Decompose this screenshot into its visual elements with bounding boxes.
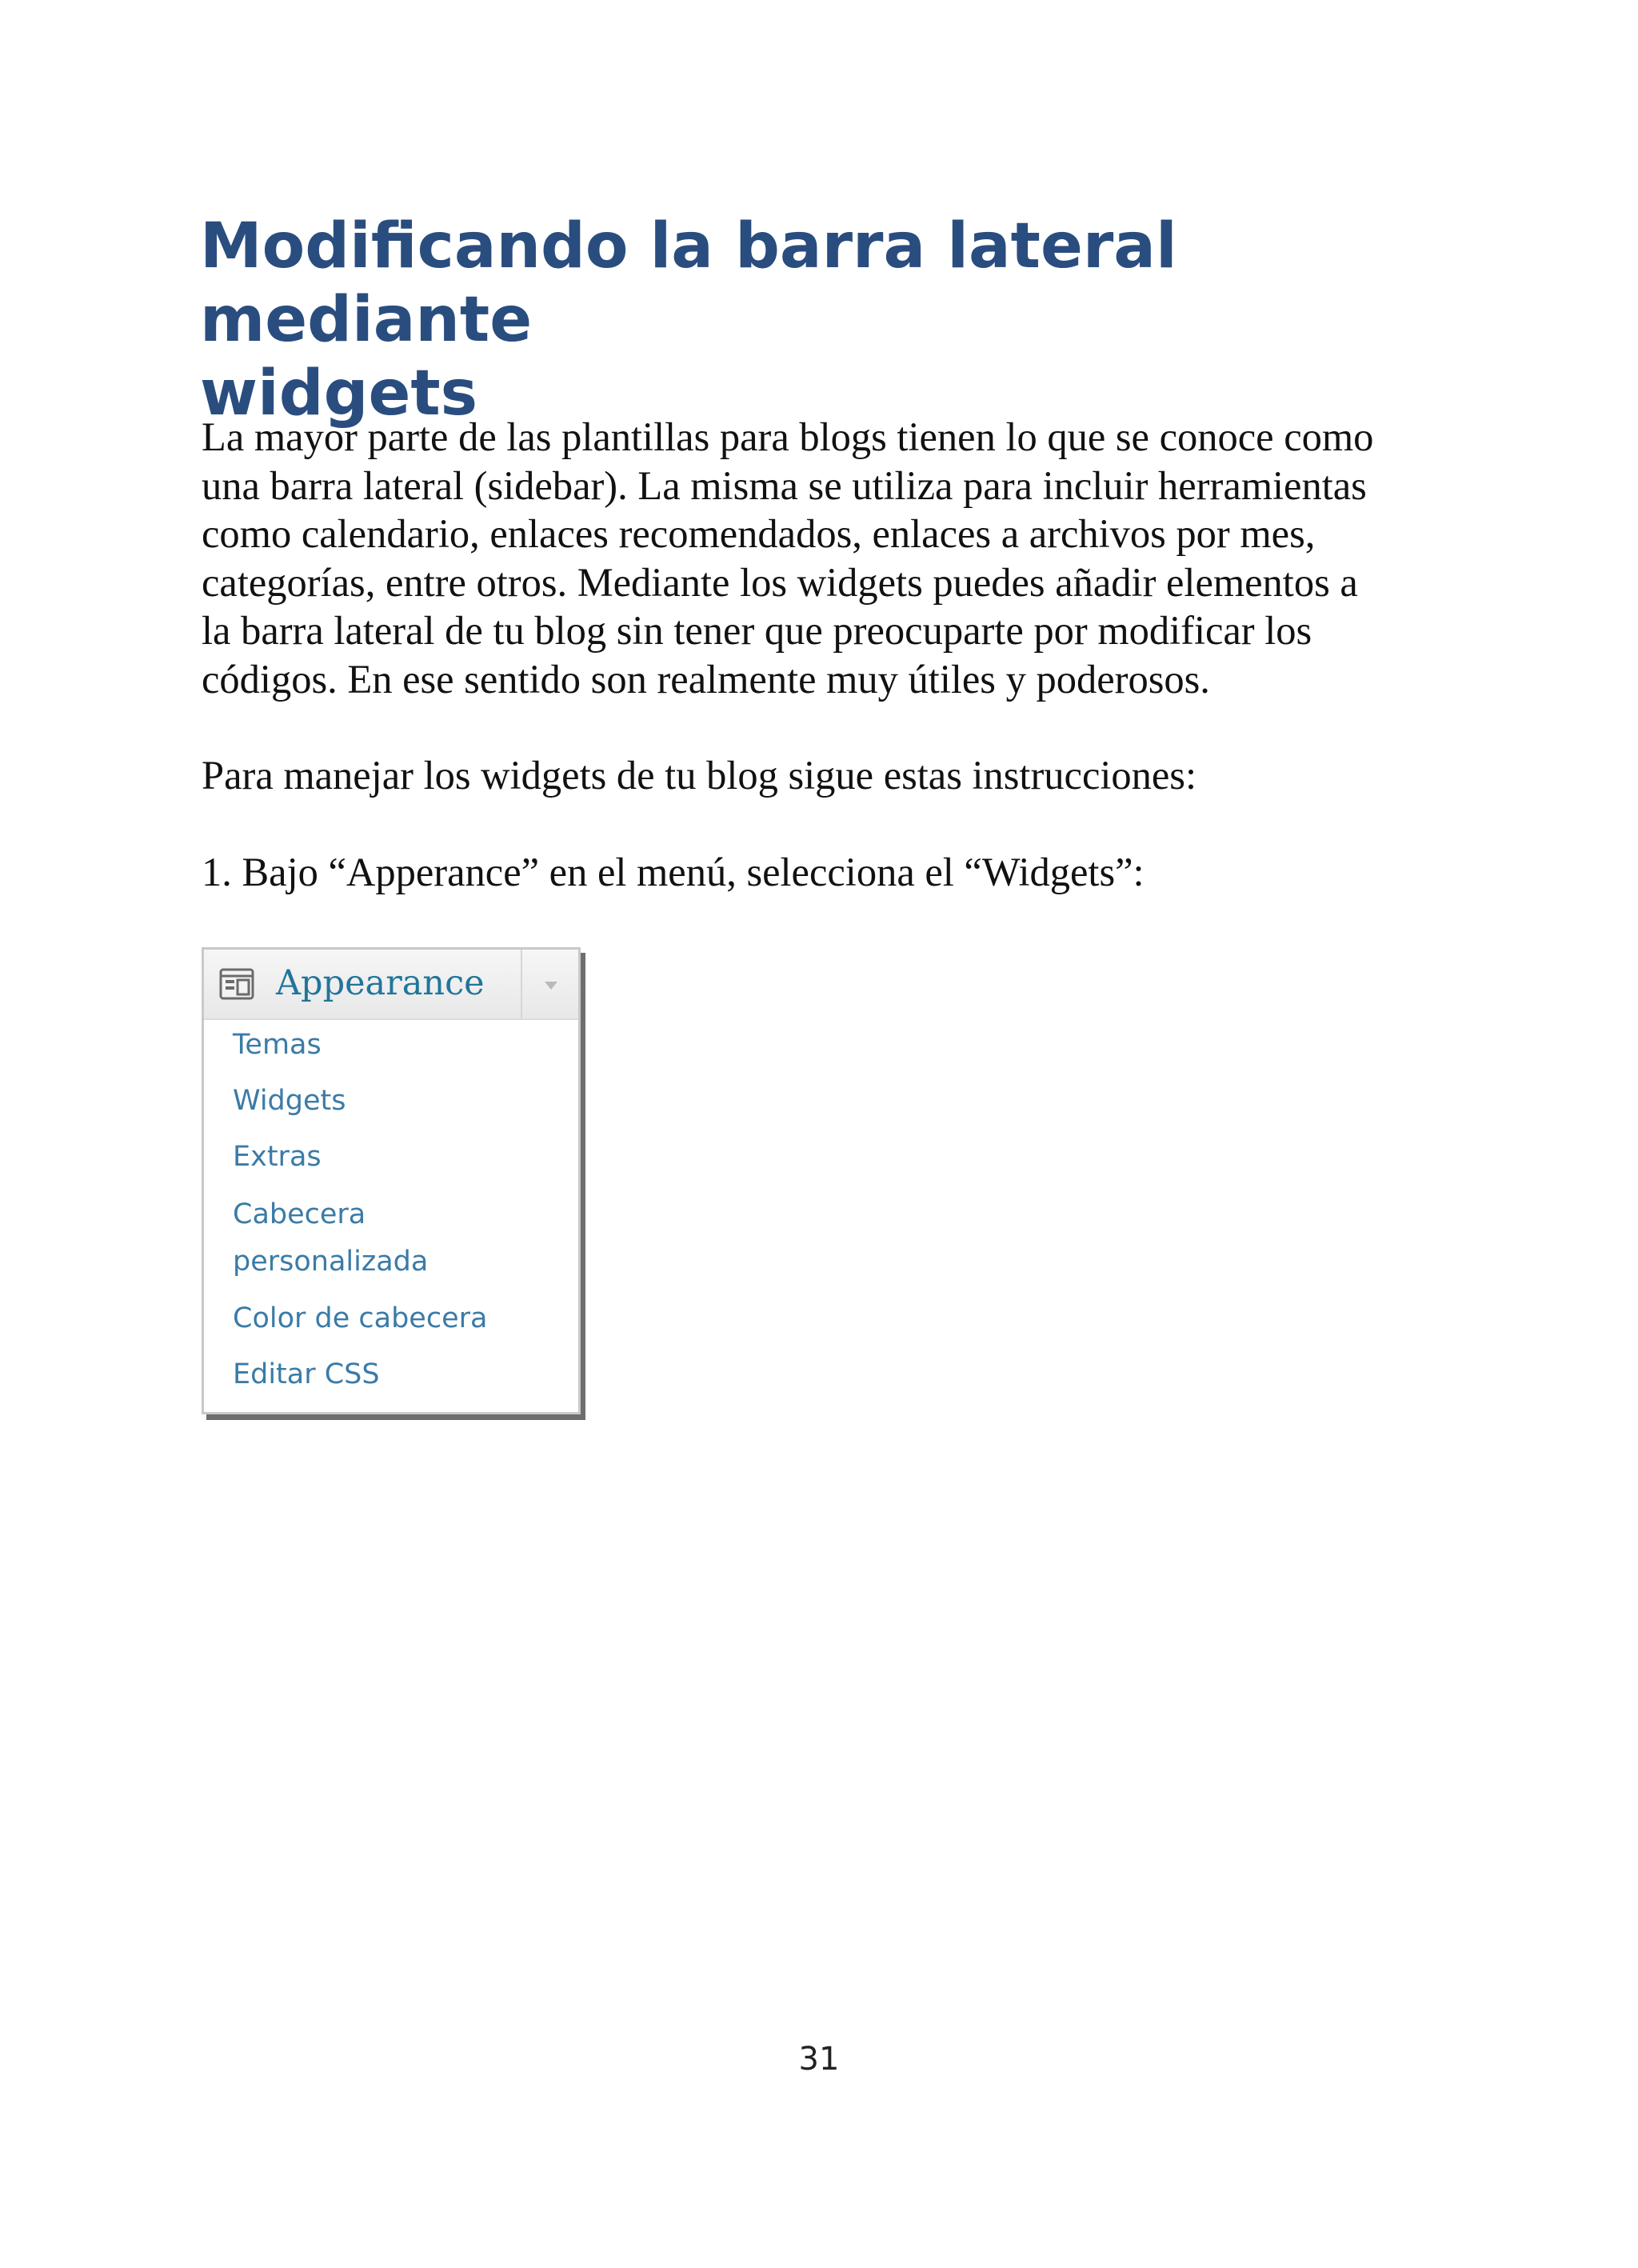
intro-line-4: categorías, entre otros. Mediante los widgets puedes añadir elementos a xyxy=(202,559,1358,605)
menu-item-cabecera-personalizada[interactable] xyxy=(233,1191,428,1286)
appearance-menu-header[interactable] xyxy=(204,950,578,1020)
page-number: 31 xyxy=(798,2041,840,2078)
step-1-line: 1. Bajo “Apperance” en el menú, selecciona el “Widgets”: xyxy=(202,850,1145,894)
intro-line-2: una barra lateral (sidebar). La misma se utiliza para incluir herramientas xyxy=(202,462,1367,508)
intro-paragraph xyxy=(202,413,1449,703)
intro-line-3: como calendario, enlaces recomendados, enlaces a archivos por mes, xyxy=(202,511,1316,556)
menu-item-cabecera-line-2: personalizada xyxy=(233,1246,429,1278)
intro-line-1: La mayor parte de las plantillas para blogs tienen lo que se conoce como xyxy=(202,414,1374,459)
menu-header-divider xyxy=(521,950,522,1018)
menu-item-cabecera-line-1: Cabecera xyxy=(233,1198,366,1230)
step-1-paragraph xyxy=(202,848,1449,897)
page-title-line-1: Modificando la barra lateral mediante xyxy=(200,210,1177,356)
page-title xyxy=(200,210,1480,430)
intro-line-5: la barra lateral de tu blog sin tener que preocuparte por modificar los xyxy=(202,608,1312,653)
intro-line-6: códigos. En ese sentido son realmente muy útiles y poderosos. xyxy=(202,656,1210,702)
menu-item-widgets[interactable]: Widgets xyxy=(233,1085,346,1117)
menu-item-editar-css[interactable]: Editar CSS xyxy=(233,1358,380,1390)
menu-item-extras[interactable]: Extras xyxy=(233,1141,322,1173)
menu-item-color-de-cabecera[interactable]: Color de cabecera xyxy=(233,1302,488,1334)
appearance-menu-screenshot xyxy=(202,947,581,1414)
appearance-icon xyxy=(218,966,255,1002)
instructions-line: Para manejar los widgets de tu blog sigue estas instrucciones: xyxy=(202,753,1197,798)
arrow-down-icon[interactable] xyxy=(535,974,567,998)
instructions-paragraph xyxy=(202,751,1449,800)
menu-item-temas[interactable]: Temas xyxy=(233,1029,322,1061)
page-title-line-2: widgets xyxy=(200,358,478,430)
appearance-menu-title: Appearance xyxy=(276,963,485,1003)
